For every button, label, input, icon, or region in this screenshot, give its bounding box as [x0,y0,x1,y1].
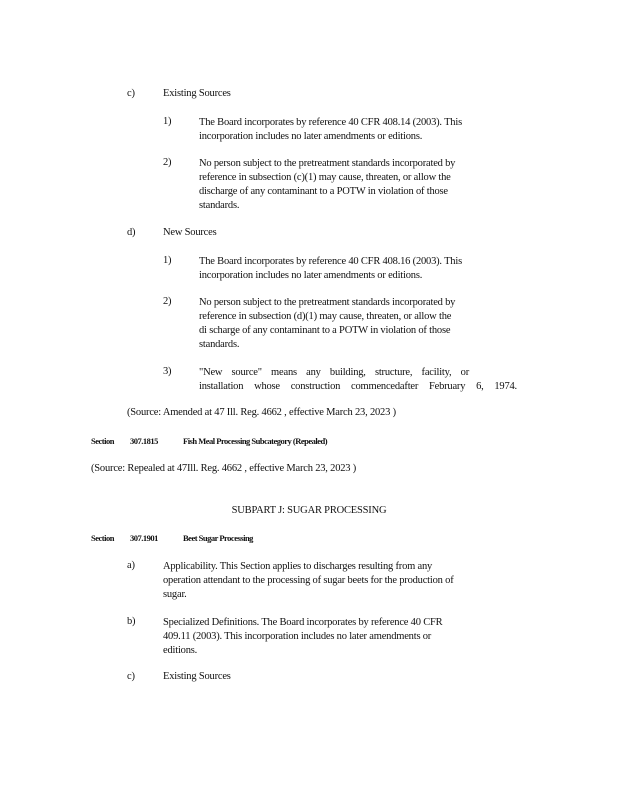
item-number: 2) [163,296,172,307]
paragraph-line: "New source" means any building, structure, facility, or [199,367,469,378]
paragraph-line: di scharge of any contaminant to a POTW in violation of those [199,325,451,336]
section-label: Section [91,436,114,446]
paragraph-applicability [163,560,513,602]
paragraph-line: Specialized Definitions. The Board incorporates by reference 40 CFR [163,617,443,628]
subsection-label-a: a) [127,560,135,571]
section-title: Beet Sugar Processing [183,533,253,543]
paragraph-line: incorporation includes no later amendments or editions. [199,131,423,142]
paragraph-line: standards. [199,339,240,350]
item-number: 1) [163,116,172,127]
subsection-label-c: c) [127,671,135,682]
paragraph-line: reference in subsection (c)(1) may cause, threaten, or allow the [199,172,451,183]
section-number: 307.1815 [130,436,158,446]
item-number: 2) [163,157,172,168]
item-number: 1) [163,255,172,266]
paragraph-line: editions. [163,645,198,656]
paragraph-c2 [199,157,508,213]
source-note-repealed: (Source: Repealed at 47Ill. Reg. 4662 , effective March 23, 2023 ) [91,463,357,474]
subsection-label-c: c) [127,88,135,99]
paragraph-line: sugar. [163,589,187,600]
paragraph-line: standards. [199,200,240,211]
paragraph-d3 [199,366,517,394]
subsection-label-d: d) [127,227,136,238]
paragraph-c1 [199,116,514,144]
subsection-heading-existing-sources: Existing Sources [163,671,231,682]
paragraph-line: The Board incorporates by reference 40 CFR 408.16 (2003). This [199,256,462,267]
subsection-label-b: b) [127,616,136,627]
subsection-heading-new-sources: New Sources [163,227,217,238]
paragraph-line: No person subject to the pretreatment standards incorporated by [199,158,456,169]
subsection-heading-existing-sources: Existing Sources [163,88,231,99]
paragraph-line: operation attendant to the processing of sugar beets for the production of [163,575,454,586]
paragraph-line: 409.11 (2003). This incorporation includes no later amendments or [163,631,432,642]
paragraph-specialized-definitions [163,616,498,658]
item-number: 3) [163,366,172,377]
paragraph-line: discharge of any contaminant to a POTW in violation of those [199,186,448,197]
paragraph-d1 [199,255,517,283]
paragraph-line: reference in subsection (d)(1) may cause, threaten, or allow the [199,311,452,322]
paragraph-line: Applicability. This Section applies to discharges resulting from any [163,561,433,572]
paragraph-line: No person subject to the pretreatment standards incorporated by [199,297,456,308]
paragraph-line: installation whose construction commencedafter February 6, 1974. [199,381,517,392]
paragraph-line: incorporation includes no later amendments or editions. [199,270,423,281]
paragraph-line: The Board incorporates by reference 40 CFR 408.14 (2003). This [199,117,462,128]
section-number: 307.1901 [130,533,158,543]
paragraph-d2 [199,296,508,352]
section-title: Fish Meal Processing Subcategory (Repealed) [183,436,328,446]
section-label: Section [91,533,114,543]
subpart-heading: SUBPART J: SUGAR PROCESSING [231,505,387,516]
source-note-amended: (Source: Amended at 47 Ill. Reg. 4662 , effective March 23, 2023 ) [127,407,396,418]
